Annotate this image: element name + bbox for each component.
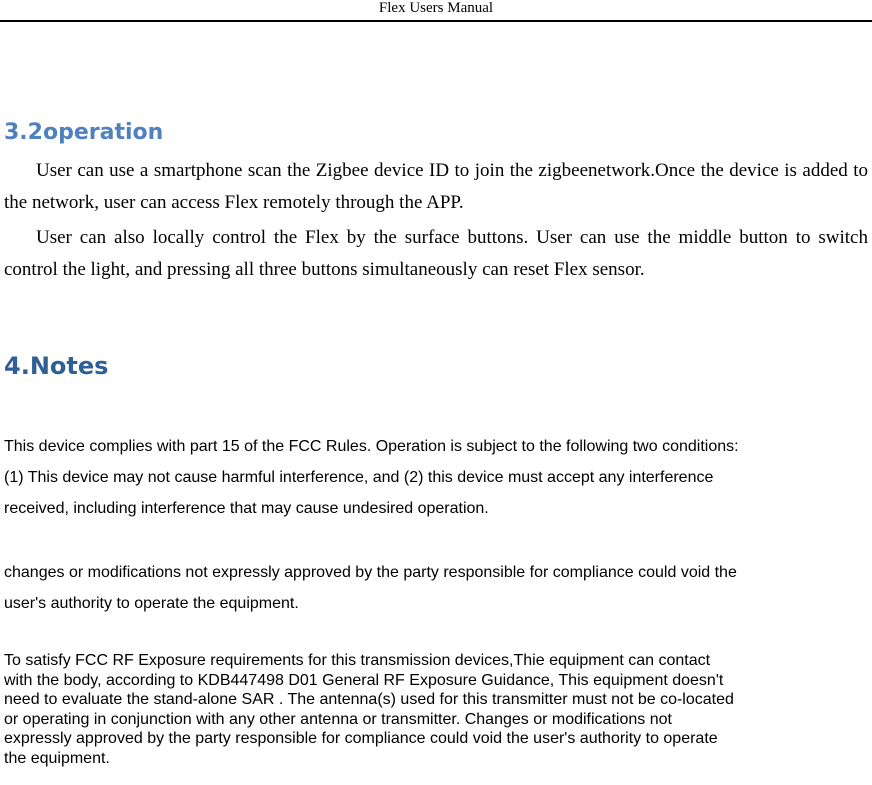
operation-paragraph-1 [4, 155, 868, 219]
page-header [0, 0, 872, 22]
rf-exposure-statement [4, 651, 872, 768]
rf-line: expressly approved by the party responsible for compliance could void the user's authority to operate [4, 730, 718, 747]
rf-line: the equipment. [4, 749, 110, 767]
operation-paragraph-2 [4, 222, 868, 286]
section-heading-operation: 3.2operation [4, 120, 164, 145]
rf-line: To satisfy FCC RF Exposure requirements for this transmission devices,Thie equipment can contact [4, 652, 711, 669]
fcc-line: received, including interference that may cause undesired operation. [4, 500, 489, 517]
rf-line: or operating in conjunction with any other antenna or transmitter. Changes or modifications not [4, 710, 672, 728]
header-title: Flex Users Manual [378, 0, 494, 16]
section-heading-notes: 4.Notes [4, 352, 109, 380]
rf-line: with the body, according to KDB447498 D01 General RF Exposure Guidance, This equipment doesn't [4, 671, 724, 689]
rf-line: need to evaluate the stand-alone SAR . The antenna(s) used for this transmitter must not be co-located [4, 691, 734, 708]
operation-paragraph-2-text: User can also locally control the Flex by the surface buttons. User can use the middle button to switch control the light, and pressing all three buttons simultaneously can reset Flex sensor. [4, 227, 868, 280]
fcc-compliance-statement [4, 431, 872, 524]
operation-paragraph-1-text: User can use a smartphone scan the Zigbee device ID to join the zigbeenetwork.Once the device is added to the network, user can access Flex remotely through the APP. [4, 160, 868, 213]
changes-warning [4, 557, 872, 619]
fcc-line: (1) This device may not cause harmful interference, and (2) this device must accept any interference [4, 469, 714, 486]
fcc-line: This device complies with part 15 of the FCC Rules. Operation is subject to the following two conditions: [4, 438, 739, 455]
changes-line: user's authority to operate the equipment. [4, 595, 299, 612]
changes-line: changes or modifications not expressly approved by the party responsible for compliance could void the [4, 564, 737, 581]
